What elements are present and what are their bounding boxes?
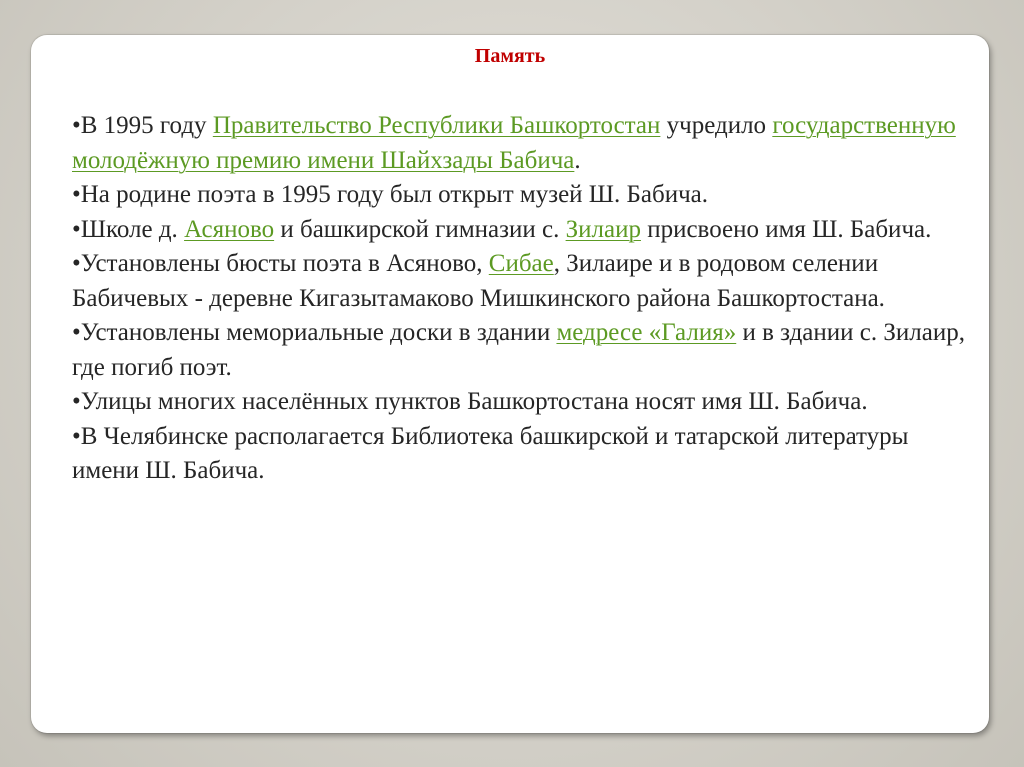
link-youth-prize[interactable]: государственную молодёжную премию имени Шайхзады Бабича: [72, 112, 956, 174]
bullet-text: .: [574, 146, 581, 174]
bullet-list: [72, 109, 977, 489]
bullet-text: •На родине поэта в 1995 году был открыт музей Ш. Бабича.: [72, 181, 708, 208]
bullet-item-library: [72, 420, 977, 489]
link-asyanovo[interactable]: Асяново: [184, 215, 275, 243]
bullet-item-plaques: [72, 316, 977, 385]
bullet-text: учредило: [660, 112, 773, 139]
link-zilair[interactable]: Зилаир: [565, 215, 641, 243]
link-madrasa-galiya[interactable]: медресе «Галия»: [556, 319, 737, 346]
bullet-text: •Установлены мемориальные доски в здании: [72, 319, 557, 346]
bullet-text: , Зилаире и в родовом селении Бабичевых - деревне Кигазытамаково Мишкинского района Башкортостана.: [72, 250, 885, 312]
bullet-text: и башкирской гимназии с.: [274, 215, 566, 243]
bullet-item-museum: [72, 178, 977, 213]
slide-title: Память: [474, 45, 546, 67]
bullet-text: •В 1995 году: [72, 112, 213, 139]
bullet-text: •Установлены бюсты поэта в Асяново,: [72, 250, 489, 277]
bullet-text: и в здании с. Зилаир, где погиб поэт.: [72, 319, 965, 381]
bullet-item-busts: [72, 247, 977, 316]
bullet-item-school: [72, 213, 977, 248]
bullet-text: •Школе д.: [72, 215, 185, 243]
bullet-item-streets: [72, 385, 977, 420]
bullet-item-prize: [72, 109, 977, 178]
link-government-bashkortostan[interactable]: Правительство Республики Башкортостан: [212, 112, 661, 139]
bullet-text: •Улицы многих населённых пунктов Башкортостана носят имя Ш. Бабича.: [72, 388, 868, 415]
slide-card: [31, 35, 989, 733]
bullet-text: •В Челябинске располагается Библиотека башкирской и татарской литературы имени Ш. Бабича.: [72, 422, 909, 484]
bullet-text: присвоено имя Ш. Бабича.: [640, 215, 932, 243]
link-sibai[interactable]: Сибае: [488, 250, 554, 277]
